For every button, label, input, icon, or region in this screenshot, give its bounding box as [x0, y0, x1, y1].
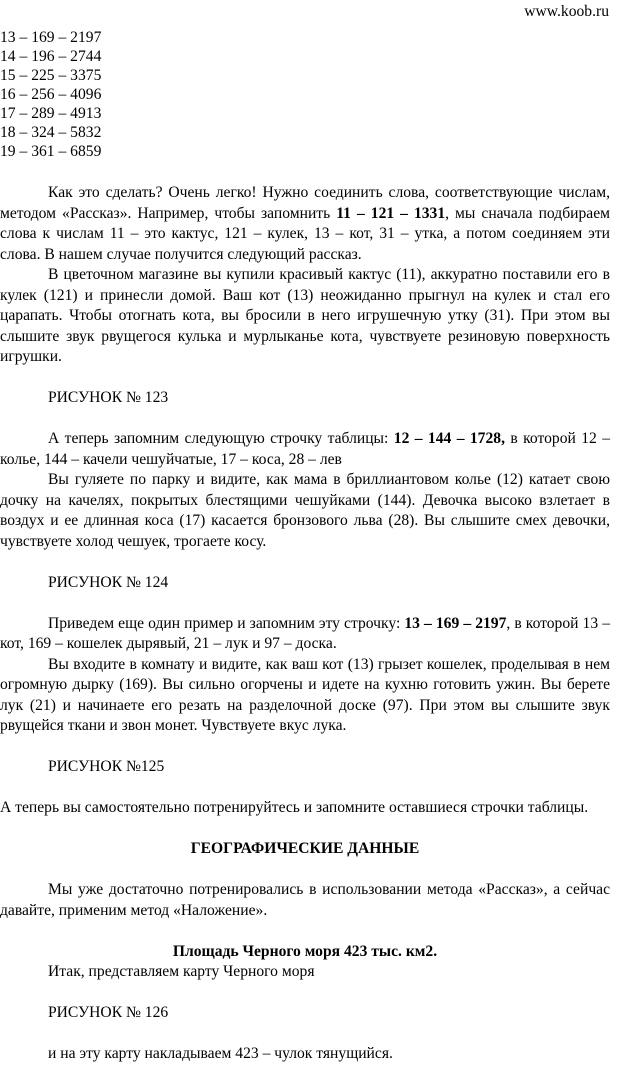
text-span: Приведем еще один пример и запомним эту строчку:	[48, 614, 405, 632]
text-span: , мы сначала подбираем слова к числам 11 – это кактус, 121 – кулек, 13 – кот, 31 – утка, а потом соединяем эти слова. В нашем случае получится следующий рассказ.	[0, 204, 610, 263]
spacer	[0, 409, 610, 430]
bold-numbers: 12 – 144 – 1728,	[393, 430, 505, 447]
subtitle: Площадь Черного моря 423 тыс. км2.	[172, 942, 438, 960]
paragraph-overlay: и на эту карту накладываем 423 – чулок тянущийся.	[48, 1045, 393, 1062]
section-title: ГЕОГРАФИЧЕСКИЕ ДАННЫЕ	[190, 840, 420, 857]
text-span: , в которой 13 – кот, 169 – кошелек дырявый, 21 – лук и 97 – доска.	[0, 614, 611, 652]
number-table	[0, 28, 610, 161]
spacer	[0, 921, 610, 942]
paragraph-exercise: А теперь вы самостоятельно потренируйтесь и запомните оставшиеся строчки таблицы.	[0, 799, 589, 816]
paragraph-row-12	[0, 429, 610, 470]
text-span: А теперь запомним следующую строчку таблицы:	[48, 430, 394, 447]
bold-numbers: 13 – 169 – 2197	[404, 614, 507, 632]
spacer	[0, 593, 610, 614]
paragraph-method-intro	[0, 183, 610, 265]
spacer	[0, 737, 610, 758]
spacer	[0, 368, 610, 389]
spacer	[0, 860, 610, 881]
figure-caption-125: РИСУНОК №125	[48, 758, 165, 775]
spacer	[0, 983, 610, 1004]
paragraph-map: Итак, представляем карту Черного моря	[48, 963, 315, 980]
number-row: 15 – 225 – 3375	[0, 67, 102, 84]
figure-caption-123: РИСУНОК № 123	[48, 389, 169, 406]
number-row: 14 – 196 – 2744	[0, 48, 102, 65]
paragraph-story-3: Вы входите в комнату и видите, как ваш кот (13) грызет кошелек, проделывая в нем огромную дырку (169). Вы сильно огорчены и идете на кухню готовить ужин. Вы берете лук (21) и начинаете его резать на разделочной доске (97). При этом вы слышите звук рвущейся ткани и звон монет. Чувствуете вкус лука.	[0, 655, 610, 734]
number-row: 18 – 324 – 5832	[0, 124, 102, 141]
number-row: 16 – 256 – 4096	[0, 86, 102, 103]
number-row: 19 – 361 – 6859	[0, 143, 102, 160]
spacer	[0, 819, 610, 840]
paragraph-row-13	[0, 614, 610, 655]
paragraph-overlay-intro: Мы уже достаточно потренировались в использовании метода «Рассказ», а сейчас давайте, применим метод «Наложение».	[0, 881, 610, 919]
header-url: www.koob.ru	[524, 3, 609, 20]
figure-caption-126: РИСУНОК № 126	[48, 1004, 169, 1021]
text-span: в которой 12 – колье, 144 – качели чешуйчатые, 17 – коса, 28 – лев	[0, 430, 611, 468]
number-row: 17 – 289 – 4913	[0, 105, 102, 122]
text-span: Как это сделать? Очень легко! Нужно соединить слова, соответствующие числам, методом «Рассказ». Например, чтобы запомнить	[0, 184, 610, 222]
paragraph-story-1: В цветочном магазине вы купили красивый кактус (11), аккуратно поставили его в кулек (121) и принесли домой. Ваш кот (13) неожиданно прыгнул на кулек и стал его царапать. Чтобы отогнать кота, вы бросили в него игрушечную утку (31). При этом вы слышите звук рвущегося кулька и мурлыканье кота, чувствуете резиновую поверхность игрушки.	[0, 266, 610, 365]
document-body	[0, 28, 610, 1065]
figure-caption-124: РИСУНОК № 124	[48, 573, 169, 591]
spacer	[0, 552, 610, 573]
spacer	[0, 778, 610, 799]
bold-numbers: 11 – 121 – 1331	[336, 204, 446, 222]
number-row: 13 – 169 – 2197	[0, 29, 102, 46]
paragraph-story-2: Вы гуляете по парку и видите, как мама в бриллиантовом колье (12) катает свою дочку на качелях, покрытых блестящими чешуйками (144). Девочка высоко взлетает в воздух и ее длинная коса (17) касается бронзового льва (28). Вы слышите смех девочки, чувствуете холод чешуек, трогаете косу.	[0, 471, 610, 550]
spacer	[0, 161, 610, 183]
spacer	[0, 1024, 610, 1045]
